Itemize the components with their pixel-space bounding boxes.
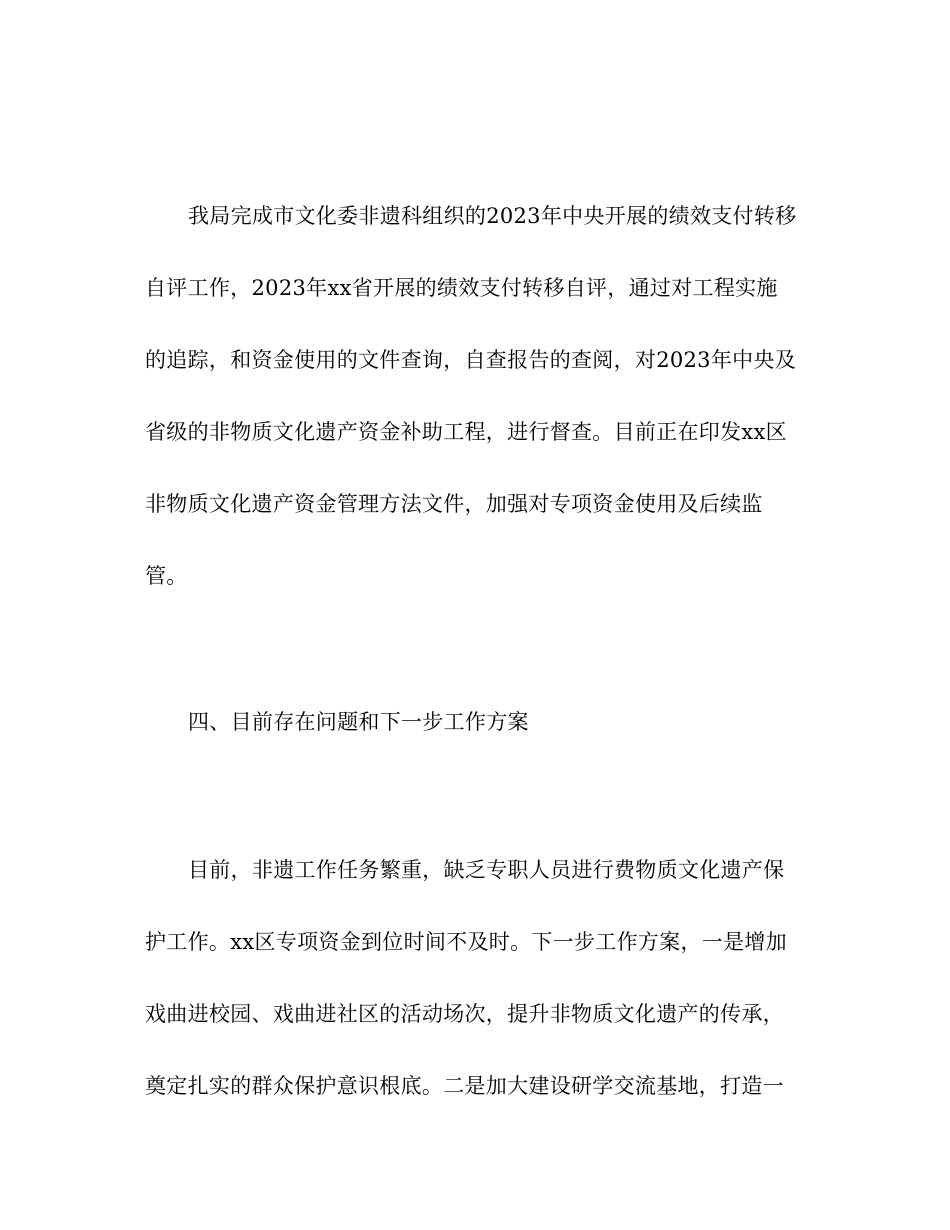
paragraph-2-line-2: 护工作。xx区专项资金到位时间不及时。下一步工作方案，一是增加 bbox=[145, 930, 787, 954]
paragraph-1-line-3: 的追踪，和资金使用的文件查询，自查报告的查阅，对2023年中央及 bbox=[145, 348, 797, 372]
paragraph-1-line-4: 省级的非物质文化遗产资金补助工程，进行督查。目前正在印发xx区 bbox=[145, 420, 787, 444]
paragraph-2-line-1: 目前，非遗工作任务繁重，缺乏专职人员进行费物质文化遗产保 bbox=[188, 858, 785, 882]
paragraph-1-line-1: 我局完成市文化委非遗科组织的2023年中央开展的绩效支付转移 bbox=[188, 204, 797, 228]
paragraph-1-line-6: 管。 bbox=[145, 564, 188, 588]
paragraph-1-line-5: 非物质文化遗产资金管理方法文件，加强对专项资金使用及后续监 bbox=[145, 492, 763, 516]
paragraph-2-line-3: 戏曲进校园、戏曲进社区的活动场次，提升非物质文化遗产的传承， bbox=[145, 1002, 784, 1026]
paragraph-2-line-4: 奠定扎实的群众保护意识根底。二是加大建设研学交流基地，打造一 bbox=[145, 1074, 784, 1098]
paragraph-1-line-2: 自评工作，2023年xx省开展的绩效支付转移自评，通过对工程实施 bbox=[145, 276, 778, 300]
section-heading-4: 四、目前存在问题和下一步工作方案 bbox=[188, 710, 529, 734]
